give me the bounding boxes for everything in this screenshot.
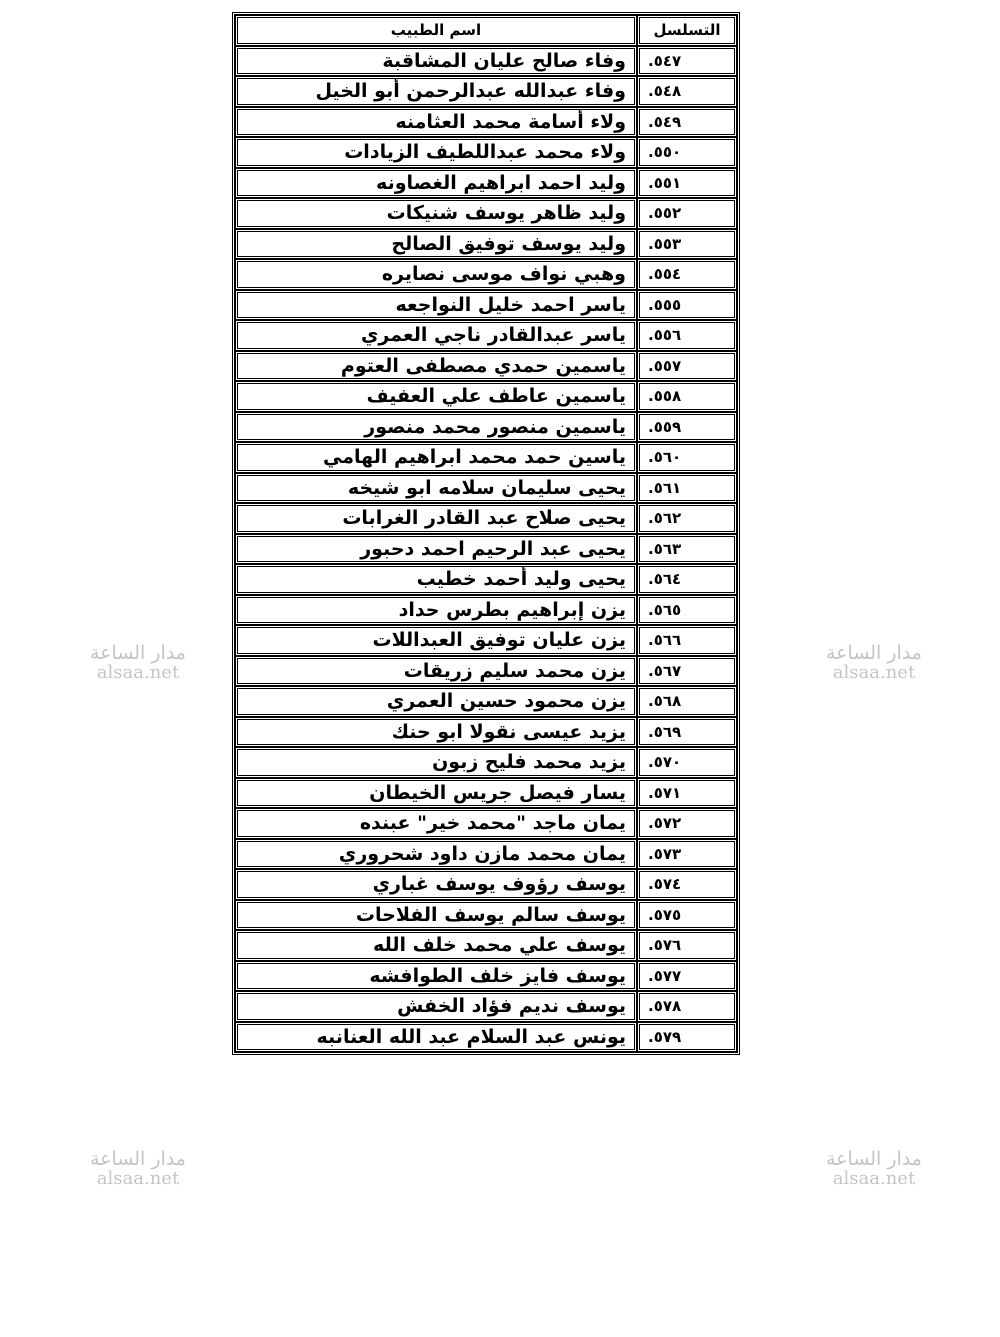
- table-row: [235, 290, 737, 321]
- doctors-table: [234, 14, 738, 1053]
- table-body: [235, 46, 737, 1053]
- table-row: [235, 1022, 737, 1053]
- watermark-arabic: مدار الساعة: [90, 1148, 186, 1170]
- row-doctor-name: وليد احمد ابراهيم الغصاونه: [235, 168, 637, 199]
- row-sequence: ٥٧٣.: [637, 839, 737, 870]
- table-row: [235, 473, 737, 504]
- row-sequence: ٥٧٨.: [637, 991, 737, 1022]
- table-row: [235, 900, 737, 931]
- row-doctor-name: وفاء صالح عليان المشاقبة: [235, 46, 637, 77]
- table-row: [235, 381, 737, 412]
- row-doctor-name: يزن إبراهيم بطرس حداد: [235, 595, 637, 626]
- row-doctor-name: يسار فيصل جريس الخيطان: [235, 778, 637, 809]
- header-doctor-name: اسم الطبيب: [235, 15, 637, 46]
- watermark-right-upper: [826, 644, 922, 683]
- table-row: [235, 137, 737, 168]
- row-sequence: ٥٧٧.: [637, 961, 737, 992]
- row-doctor-name: يزيد عيسى نقولا ابو حنك: [235, 717, 637, 748]
- row-sequence: ٥٦٤.: [637, 564, 737, 595]
- table-row: [235, 686, 737, 717]
- table-row: [235, 808, 737, 839]
- table-row: [235, 778, 737, 809]
- row-doctor-name: ياسين حمد محمد ابراهيم الهامي: [235, 442, 637, 473]
- row-doctor-name: ياسر عبدالقادر ناجي العمري: [235, 320, 637, 351]
- row-doctor-name: وليد ظاهر يوسف شنيكات: [235, 198, 637, 229]
- row-doctor-name: ياسمين منصور محمد منصور: [235, 412, 637, 443]
- row-sequence: ٥٧٤.: [637, 869, 737, 900]
- row-sequence: ٥٦٨.: [637, 686, 737, 717]
- table-row: [235, 991, 737, 1022]
- row-doctor-name: ياسمين حمدي مصطفى العتوم: [235, 351, 637, 382]
- row-sequence: ٥٥٣.: [637, 229, 737, 260]
- row-sequence: ٥٦٠.: [637, 442, 737, 473]
- row-sequence: ٥٧٩.: [637, 1022, 737, 1053]
- row-sequence: ٥٧١.: [637, 778, 737, 809]
- row-sequence: ٥٦٩.: [637, 717, 737, 748]
- table-row: [235, 747, 737, 778]
- row-doctor-name: يزن محمد سليم زريقات: [235, 656, 637, 687]
- row-sequence: ٥٦٢.: [637, 503, 737, 534]
- row-doctor-name: يزيد محمد فليح زبون: [235, 747, 637, 778]
- row-doctor-name: ولاء محمد عبداللطيف الزيادات: [235, 137, 637, 168]
- row-sequence: ٥٤٩.: [637, 107, 737, 138]
- table-row: [235, 320, 737, 351]
- table-header: [235, 15, 737, 46]
- row-doctor-name: يونس عبد السلام عبد الله العنانبه: [235, 1022, 637, 1053]
- row-sequence: ٥٧٢.: [637, 808, 737, 839]
- row-sequence: ٥٧٥.: [637, 900, 737, 931]
- row-sequence: ٥٤٨.: [637, 76, 737, 107]
- row-sequence: ٥٥٥.: [637, 290, 737, 321]
- row-doctor-name: يحيى صلاح عبد القادر الغرابات: [235, 503, 637, 534]
- table-row: [235, 717, 737, 748]
- row-sequence: ٥٥٢.: [637, 198, 737, 229]
- watermark-latin: alsaa.net: [832, 661, 916, 683]
- doctors-list-sheet: [234, 14, 738, 1053]
- row-sequence: ٥٤٧.: [637, 46, 737, 77]
- table-row: [235, 107, 737, 138]
- header-row: [235, 15, 737, 46]
- row-sequence: ٥٥٤.: [637, 259, 737, 290]
- table-row: [235, 503, 737, 534]
- row-doctor-name: يوسف فايز خلف الطوافشه: [235, 961, 637, 992]
- watermark-arabic: مدار الساعة: [826, 642, 922, 664]
- watermark-arabic: مدار الساعة: [826, 1148, 922, 1170]
- row-doctor-name: وهبي نواف موسى نصايره: [235, 259, 637, 290]
- table-row: [235, 656, 737, 687]
- row-sequence: ٥٧٦.: [637, 930, 737, 961]
- row-sequence: ٥٥٩.: [637, 412, 737, 443]
- row-sequence: ٥٦٧.: [637, 656, 737, 687]
- row-sequence: ٥٥١.: [637, 168, 737, 199]
- table-row: [235, 625, 737, 656]
- table-row: [235, 168, 737, 199]
- table-row: [235, 198, 737, 229]
- table-row: [235, 259, 737, 290]
- row-doctor-name: يزن عليان توفيق العبداللات: [235, 625, 637, 656]
- row-sequence: ٥٧٠.: [637, 747, 737, 778]
- table-row: [235, 839, 737, 870]
- row-doctor-name: يحيى سليمان سلامه ابو شيخه: [235, 473, 637, 504]
- table-row: [235, 442, 737, 473]
- watermark-latin: alsaa.net: [96, 661, 180, 683]
- table-row: [235, 351, 737, 382]
- row-doctor-name: يحيى وليد أحمد خطيب: [235, 564, 637, 595]
- watermark-left-lower: [90, 1150, 186, 1189]
- row-doctor-name: ياسمين عاطف علي العفيف: [235, 381, 637, 412]
- row-doctor-name: يمان ماجد "محمد خير" عبنده: [235, 808, 637, 839]
- row-doctor-name: ياسر احمد خليل النواجعه: [235, 290, 637, 321]
- row-doctor-name: وليد يوسف توفيق الصالح: [235, 229, 637, 260]
- table-row: [235, 595, 737, 626]
- row-doctor-name: يمان محمد مازن داود شحروري: [235, 839, 637, 870]
- row-doctor-name: يوسف رؤوف يوسف غباري: [235, 869, 637, 900]
- watermark-left-upper: [90, 644, 186, 683]
- row-sequence: ٥٥٦.: [637, 320, 737, 351]
- row-doctor-name: وفاء عبدالله عبدالرحمن أبو الخيل: [235, 76, 637, 107]
- table-row: [235, 564, 737, 595]
- row-doctor-name: يحيى عبد الرحيم احمد دحبور: [235, 534, 637, 565]
- watermark-right-lower: [826, 1150, 922, 1189]
- table-row: [235, 46, 737, 77]
- row-sequence: ٥٦٣.: [637, 534, 737, 565]
- row-doctor-name: يزن محمود حسين العمري: [235, 686, 637, 717]
- header-sequence: التسلسل: [637, 15, 737, 46]
- row-sequence: ٥٥٠.: [637, 137, 737, 168]
- row-doctor-name: يوسف علي محمد خلف الله: [235, 930, 637, 961]
- table-row: [235, 76, 737, 107]
- row-sequence: ٥٦٥.: [637, 595, 737, 626]
- table-row: [235, 534, 737, 565]
- watermark-latin: alsaa.net: [832, 1167, 916, 1189]
- watermark-arabic: مدار الساعة: [90, 642, 186, 664]
- row-sequence: ٥٥٧.: [637, 351, 737, 382]
- row-sequence: ٥٦١.: [637, 473, 737, 504]
- watermark-latin: alsaa.net: [96, 1167, 180, 1189]
- row-doctor-name: يوسف نديم فؤاد الخفش: [235, 991, 637, 1022]
- table-row: [235, 961, 737, 992]
- row-sequence: ٥٦٦.: [637, 625, 737, 656]
- table-row: [235, 930, 737, 961]
- row-sequence: ٥٥٨.: [637, 381, 737, 412]
- table-row: [235, 412, 737, 443]
- row-doctor-name: ولاء أسامة محمد العثامنه: [235, 107, 637, 138]
- table-row: [235, 869, 737, 900]
- table-row: [235, 229, 737, 260]
- row-doctor-name: يوسف سالم يوسف الفلاحات: [235, 900, 637, 931]
